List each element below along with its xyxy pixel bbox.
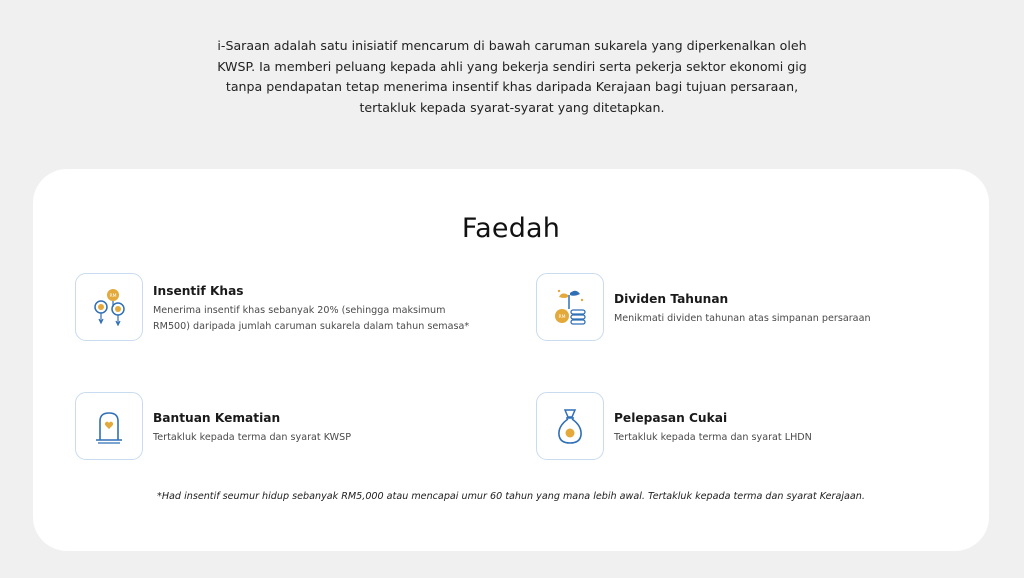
benefit-pelepasan-cukai xyxy=(536,392,976,462)
benefit-title: Bantuan Kematian xyxy=(153,411,281,425)
svg-text:RM: RM xyxy=(558,315,566,320)
intro-line-1: i-Saraan adalah satu inisiatif mencarum di bawah caruman sukarela yang diperkenalkan oleh xyxy=(217,38,807,53)
benefit-title: Pelepasan Cukai xyxy=(614,411,728,425)
benefit-desc-line-1: Menikmati dividen tahunan atas simpanan persaraan xyxy=(614,313,871,324)
svg-text:RM: RM xyxy=(109,294,117,299)
benefit-title: Dividen Tahunan xyxy=(614,292,729,306)
benefit-desc-line-1: Tertakluk kepada terma dan syarat LHDN xyxy=(614,432,812,443)
benefit-desc-line-1: Menerima insentif khas sebanyak 20% (sehingga maksimum xyxy=(153,305,446,316)
intro-line-3: tanpa pendapatan tetap menerima insentif khas daripada Kerajaan bagi tujuan persaraan, xyxy=(225,79,799,94)
intro-text xyxy=(180,36,844,118)
benefits-card xyxy=(33,169,989,551)
benefit-desc-line-2: RM500) daripada jumlah caruman sukarela dalam tahun semasa* xyxy=(153,321,470,332)
benefit-description xyxy=(614,311,964,327)
benefits-title: Faedah xyxy=(461,213,561,244)
benefit-title: Insentif Khas xyxy=(153,284,244,298)
footnote: *Had insentif seumur hidup sebanyak RM5,000 atau mencapai umur 60 tahun yang mana lebih awal. Tertakluk kepada terma dan syarat Kerajaan. xyxy=(157,491,865,502)
tombstone-icon xyxy=(75,392,143,460)
intro-line-4: tertakluk kepada syarat-syarat yang ditetapkan. xyxy=(359,99,665,115)
intro-line-2: KWSP. Ia memberi peluang kepada ahli yang bekerja sendiri serta pekerja sektor ekonomi gig xyxy=(217,58,807,74)
benefit-dividen-tahunan xyxy=(536,273,976,343)
benefit-description xyxy=(153,303,503,335)
benefit-insentif-khas xyxy=(75,273,515,343)
benefit-bantuan-kematian xyxy=(75,392,515,462)
benefit-desc-line-1: Tertakluk kepada terma dan syarat KWSP xyxy=(153,432,352,443)
benefit-description xyxy=(153,430,503,446)
benefit-description xyxy=(614,430,964,446)
money-bag-icon xyxy=(536,392,604,460)
coins-balloon-icon xyxy=(75,273,143,341)
money-plant-icon xyxy=(536,273,604,341)
